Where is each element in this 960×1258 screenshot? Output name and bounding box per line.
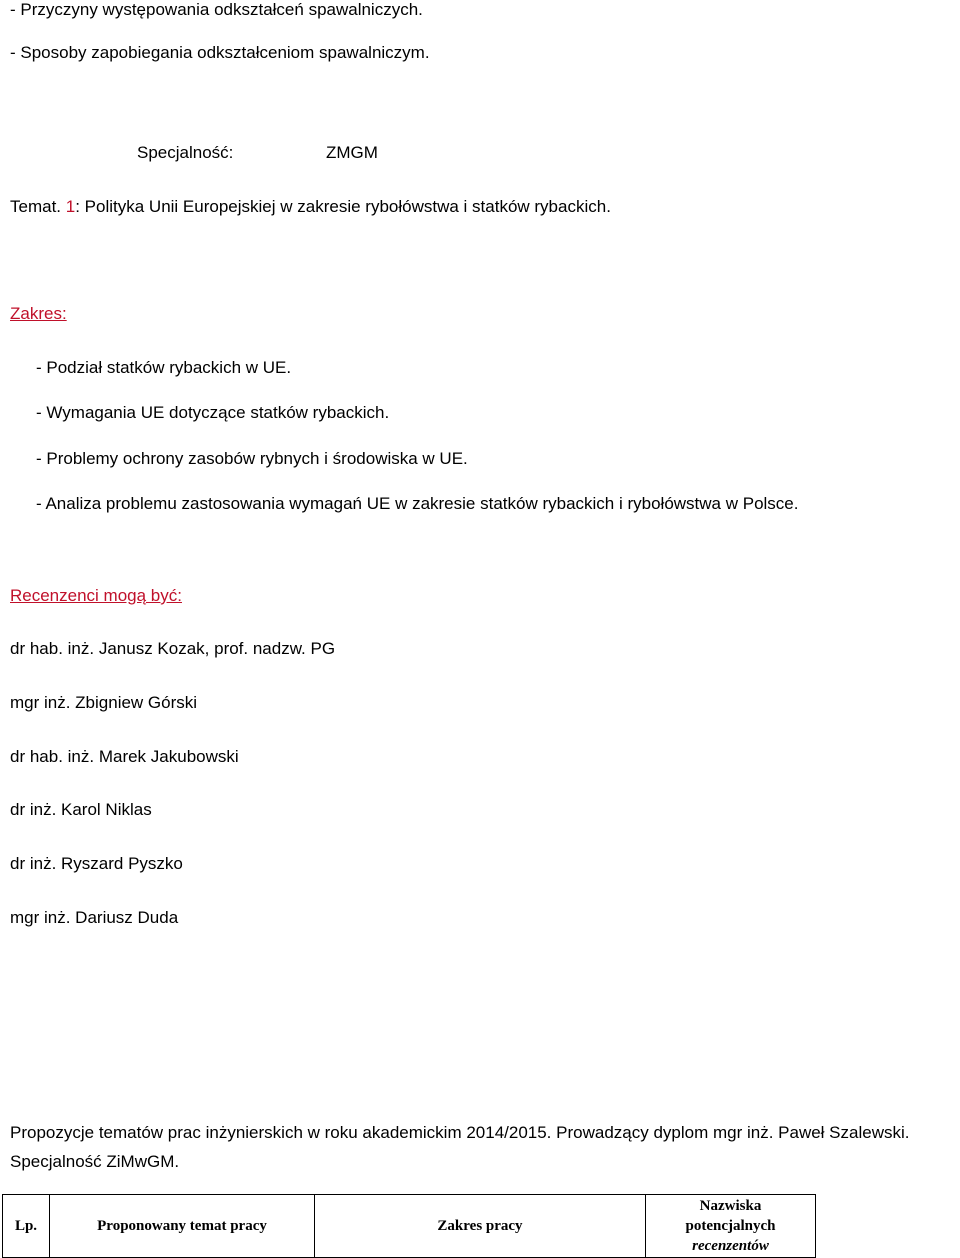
header-reviewers bbox=[646, 1195, 816, 1258]
topics-table bbox=[2, 1194, 816, 1258]
header-lp: Lp. bbox=[3, 1195, 50, 1258]
header-scope: Zakres pracy bbox=[315, 1195, 646, 1258]
specialty-value: ZMGM bbox=[326, 143, 378, 162]
reviewer-name: mgr inż. Zbigniew Górski bbox=[10, 693, 198, 712]
scope-item: - Wymagania UE dotyczące statków rybackich. bbox=[36, 403, 390, 422]
table-header-row bbox=[3, 1195, 816, 1258]
reviewer-name: mgr inż. Dariusz Duda bbox=[10, 908, 179, 927]
scope-heading: Zakres: bbox=[10, 304, 67, 323]
reviewers-heading: Recenzenci mogą być: bbox=[10, 586, 182, 605]
scope-item: - Analiza problemu zastosowania wymagań UE w zakresie statków rybackich i rybołówstwa w Polsce. bbox=[36, 494, 799, 513]
scope-item: - Problemy ochrony zasobów rybnych i środowiska w UE. bbox=[36, 449, 468, 468]
reviewer-name: dr inż. Karol Niklas bbox=[10, 800, 152, 819]
topic-label: Temat. bbox=[10, 197, 62, 216]
reviewer-name: dr inż. Ryszard Pyszko bbox=[10, 854, 183, 873]
header-reviewers-line: Nazwiska bbox=[699, 1198, 762, 1214]
topic-number: 1 bbox=[65, 197, 76, 216]
topic-line bbox=[10, 197, 611, 217]
proposal-specialty: Specjalność ZiMwGM. bbox=[10, 1152, 180, 1171]
bullet-deformation-prevention: - Sposoby zapobiegania odkształceniom spawalniczym. bbox=[10, 43, 430, 62]
scope-item: - Podział statków rybackich w UE. bbox=[36, 358, 292, 377]
reviewer-name: dr hab. inż. Janusz Kozak, prof. nadzw. PG bbox=[10, 639, 336, 658]
header-topic: Proponowany temat pracy bbox=[50, 1195, 315, 1258]
header-reviewers-line: recenzentów bbox=[692, 1238, 769, 1254]
bullet-deformation-causes: - Przyczyny występowania odkształceń spawalniczych. bbox=[10, 0, 423, 19]
proposal-intro: Propozycje tematów prac inżynierskich w roku akademickim 2014/2015. Prowadzący dyplom mgr inż. Paweł Szalewski. bbox=[10, 1123, 910, 1142]
topic-text: : Polityka Unii Europejskiej w zakresie rybołówstwa i statków rybackich. bbox=[75, 197, 611, 216]
reviewer-name: dr hab. inż. Marek Jakubowski bbox=[10, 747, 239, 766]
header-reviewers-line: potencjalnych bbox=[685, 1218, 776, 1234]
specialty-label: Specjalność: bbox=[137, 143, 234, 162]
